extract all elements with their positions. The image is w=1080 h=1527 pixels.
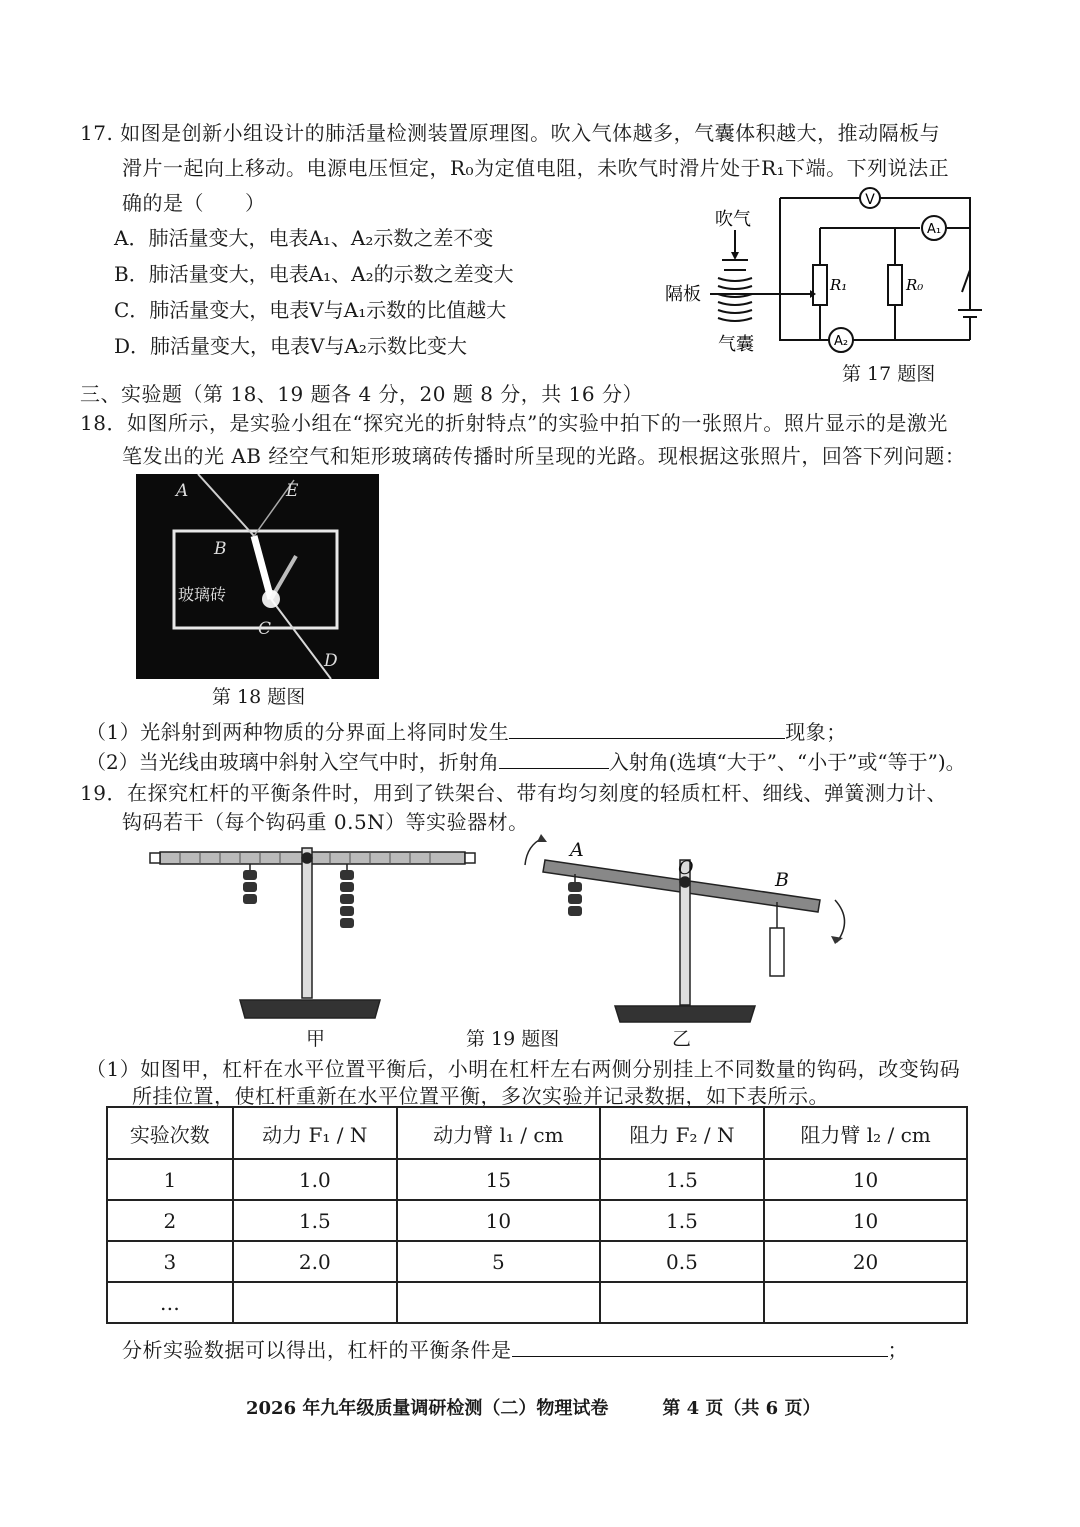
q18-sub2-answer-blank[interactable] [499, 750, 609, 769]
q17-option-c: C．肺活量变大，电表V与A₁示数的比值越大 [114, 298, 507, 322]
table-cell: 1.5 [600, 1159, 764, 1200]
q19-sub1-line1: （1）如图甲，杠杆在水平位置平衡后，小明在杠杆左右两侧分别挂上不同数量的钩码，改变钩码 [86, 1057, 961, 1081]
table-cell: 2 [107, 1200, 233, 1241]
table-cell: 3 [107, 1241, 233, 1282]
q18-sub1-answer-blank[interactable] [509, 720, 785, 739]
q18-sub2 [86, 746, 966, 775]
lever-label-a: A [570, 839, 584, 861]
table-cell[interactable] [233, 1282, 397, 1323]
q18-sub2-suffix: 入射角(选填“大于”、“小于”或“等于”)。 [608, 750, 966, 774]
blow-label: 吹气 [715, 209, 751, 230]
q19-line2: 钩码若干（每个钩码重 0.5N）等实验器材。 [122, 810, 529, 834]
table-cell: 1.5 [600, 1200, 764, 1241]
table-cell: 1.0 [233, 1159, 397, 1200]
table-cell: … [107, 1282, 233, 1323]
section-3-heading: 三、实验题（第 18、19 题各 4 分，20 题 8 分，共 16 分） [80, 382, 643, 406]
page-footer: 2026 年九年级质量调研检测（二）物理试卷 第 4 页（共 6 页） [246, 1398, 821, 1419]
q19-conclusion-suffix: ； [887, 1338, 908, 1362]
ammeter-a1-label: A₁ [926, 222, 942, 237]
q17-line1: 17. 如图是创新小组设计的肺活量检测装置原理图。吹入气体越多，气囊体积越大，推动隔板与 [80, 121, 941, 145]
table-cell: 5 [397, 1241, 600, 1282]
table-cell: 20 [764, 1241, 967, 1282]
q17-option-a: A．肺活量变大，电表A₁、A₂示数之差不变 [114, 226, 494, 250]
table-row [107, 1200, 967, 1241]
q19-figure-caption: 第 19 题图 [466, 1028, 560, 1050]
q17-figure-caption: 第 17 题图 [842, 363, 936, 385]
photo-label-e: E [286, 481, 299, 501]
photo-label-c: C [258, 619, 272, 639]
q18-photo [136, 474, 379, 679]
table-cell: 2.0 [233, 1241, 397, 1282]
q18-line1: 18．如图所示，是实验小组在“探究光的折射特点”的实验中拍下的一张照片。照片显示的是激光 [80, 411, 948, 435]
table-header-cell: 实验次数 [107, 1107, 233, 1159]
table-header-cell: 动力 F₁ / N [233, 1107, 397, 1159]
q17-circuit-diagram [650, 180, 1020, 390]
q19-conclusion-prefix: 分析实验数据可以得出，杠杆的平衡条件是 [122, 1338, 512, 1362]
r1-label: R₁ [830, 276, 848, 294]
q17-option-b: B．肺活量变大，电表A₁、A₂的示数之差变大 [114, 262, 514, 286]
photo-label-glass: 玻璃砖 [178, 585, 227, 604]
table-header-cell: 动力臂 l₁ / cm [397, 1107, 600, 1159]
voltmeter-label: V [865, 192, 875, 208]
q18-sub2-prefix: （2）当光线由玻璃中斜射入空气中时，折射角 [86, 750, 499, 774]
lever-label-o: O [678, 857, 694, 879]
table-cell: 10 [764, 1159, 967, 1200]
table-header-cell: 阻力臂 l₂ / cm [764, 1107, 967, 1159]
table-cell: 1 [107, 1159, 233, 1200]
table-cell[interactable] [600, 1282, 764, 1323]
q19-line1: 19．在探究杠杆的平衡条件时，用到了铁架台、带有均匀刻度的轻质杠杆、细线、弹簧测力计、 [80, 781, 947, 805]
table-row [107, 1241, 967, 1282]
q17-option-d: D．肺活量变大，电表V与A₂示数比变大 [114, 334, 467, 358]
q19-sub1-line2: 所挂位置，使杠杆重新在水平位置平衡，多次实验并记录数据，如下表所示。 [132, 1084, 829, 1108]
photo-label-a: A [176, 481, 189, 501]
q19-data-table [106, 1106, 968, 1324]
q19-conclusion [122, 1334, 908, 1363]
q18-sub1 [86, 716, 847, 745]
q17-line3: 确的是（ ） [122, 191, 266, 215]
table-cell: 15 [397, 1159, 600, 1200]
table-cell[interactable] [764, 1282, 967, 1323]
q19-fig-yi-label: 乙 [672, 1028, 692, 1050]
table-row [107, 1159, 967, 1200]
table-cell[interactable] [397, 1282, 600, 1323]
q19-fig-jia-label: 甲 [306, 1028, 326, 1050]
photo-label-b: B [214, 539, 227, 559]
q18-line2: 笔发出的光 AB 经空气和矩形玻璃砖传播时所呈现的光路。现根据这张照片，回答下列问题： [122, 444, 966, 468]
q17-line2: 滑片一起向上移动。电源电压恒定，R₀为定值电阻，未吹气时滑片处于R₁下端。下列说法正 [122, 156, 950, 180]
airbag-label: 气囊 [718, 334, 754, 355]
q18-figure-caption: 第 18 题图 [212, 686, 306, 708]
ammeter-a2-label: A₂ [833, 334, 849, 349]
table-header-row [107, 1107, 967, 1159]
table-row [107, 1282, 967, 1323]
q19-lever-figure-jia [140, 840, 485, 1025]
table-cell: 1.5 [233, 1200, 397, 1241]
partition-label: 隔板 [665, 284, 701, 305]
table-cell: 10 [397, 1200, 600, 1241]
q18-sub1-prefix: （1）光斜射到两种物质的分界面上将同时发生 [86, 720, 510, 744]
lever-label-b: B [775, 869, 789, 891]
r0-label: R₀ [906, 276, 924, 294]
table-cell: 0.5 [600, 1241, 764, 1282]
photo-label-d: D [324, 651, 338, 671]
table-header-cell: 阻力 F₂ / N [600, 1107, 764, 1159]
q19-conclusion-answer-blank[interactable] [512, 1338, 888, 1357]
q19-lever-figure-yi [515, 830, 860, 1025]
q18-sub1-suffix: 现象； [785, 720, 847, 744]
table-cell: 10 [764, 1200, 967, 1241]
